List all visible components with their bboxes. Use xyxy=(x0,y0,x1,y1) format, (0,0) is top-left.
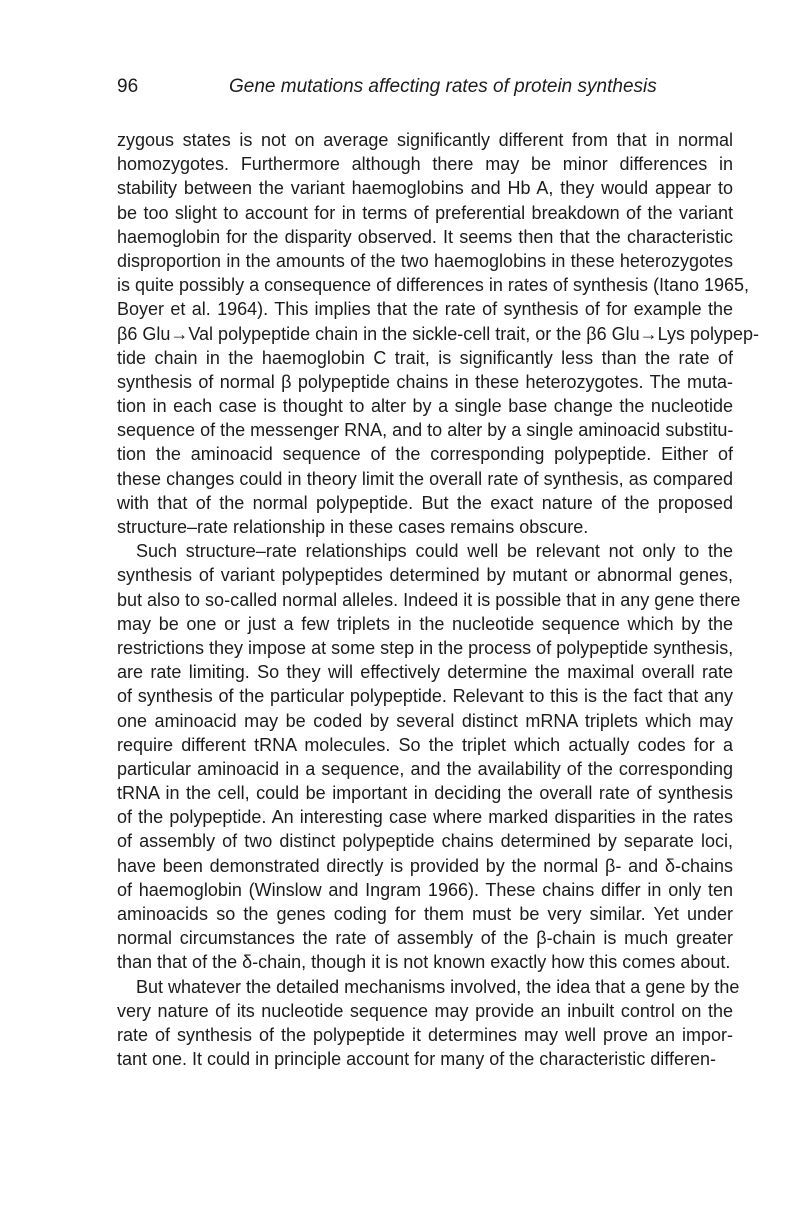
text-line: of synthesis of the particular polypeptide. Relevant to this is the fact that any xyxy=(117,686,733,707)
text-line: β6 Glu→Val polypeptide chain in the sickle-cell trait, or the β6 Glu→Lys polypep- xyxy=(117,323,760,344)
text-line: synthesis of variant polypeptides determined by mutant or abnormal genes, xyxy=(117,565,733,586)
page-number: 96 xyxy=(117,76,139,97)
text-line: haemoglobin for the disparity observed. It seems then that the characteristic xyxy=(117,226,733,247)
text-line: aminoacids so the genes coding for them must be very similar. Yet under xyxy=(117,904,733,924)
text-line: zygous states is not on average significantly different from that in normal xyxy=(117,130,733,150)
text-line: restrictions they impose at some step in the process of polypeptide synthesis, xyxy=(117,637,734,658)
text-line: require different tRNA molecules. So the triplet which actually codes for a xyxy=(117,734,733,755)
text-line: structure–rate relationship in these cases remains obscure. xyxy=(117,517,589,537)
text-line: homozygotes. Furthermore although there may be minor differences in xyxy=(117,154,733,175)
text-line: tide chain in the haemoglobin C trait, is significantly less than the rate of xyxy=(117,347,733,368)
text-line: very nature of its nucleotide sequence may provide an inbuilt control on the xyxy=(117,1000,733,1021)
text-line: rate of synthesis of the polypeptide it determines may well prove an impor- xyxy=(117,1024,733,1045)
text-line: are rate limiting. So they will effectively determine the maximal overall rate xyxy=(117,662,733,683)
text-line: normal circumstances the rate of assembly of the β-chain is much greater xyxy=(117,928,733,949)
text-line: But whatever the detailed mechanisms involved, the idea that a gene by the xyxy=(136,976,740,997)
text-line: disproportion in the amounts of the two haemoglobins in these heterozygotes xyxy=(117,250,733,271)
text-line: tion in each case is thought to alter by a single base change the nucleotide xyxy=(117,396,733,417)
text-line: of assembly of two distinct polypeptide chains determined by separate loci, xyxy=(117,831,733,852)
running-title: Gene mutations affecting rates of protein synthesis xyxy=(229,76,657,97)
text-line: but also to so-called normal alleles. Indeed it is possible that in any gene there xyxy=(117,589,741,610)
text-line: particular aminoacid in a sequence, and the availability of the corresponding xyxy=(117,758,733,779)
text-line: stability between the variant haemoglobins and Hb A, they would appear to xyxy=(117,178,733,199)
text-line: of haemoglobin (Winslow and Ingram 1966). These chains differ in only ten xyxy=(117,879,733,900)
text-line: is quite possibly a consequence of differences in rates of synthesis (Itano 1965, xyxy=(117,275,750,296)
text-line: of the polypeptide. An interesting case where marked disparities in the rates xyxy=(117,807,733,828)
text-line: Boyer et al. 1964). This implies that the rate of synthesis of for example the xyxy=(117,299,733,320)
text-line: with that of the normal polypeptide. But the exact nature of the proposed xyxy=(117,492,733,513)
paragraph-2 xyxy=(117,539,741,974)
paragraph-3 xyxy=(117,975,740,1072)
text-line: than that of the δ-chain, though it is not known exactly how this comes about. xyxy=(117,952,731,973)
text-line: tion the aminoacid sequence of the corresponding polypeptide. Either of xyxy=(117,444,733,465)
text-line: one aminoacid may be coded by several distinct mRNA triplets which may xyxy=(117,710,733,731)
text-line: synthesis of normal β polypeptide chains in these heterozygotes. The muta- xyxy=(117,371,733,392)
text-line: tRNA in the cell, could be important in deciding the overall rate of synthesis xyxy=(117,783,733,804)
text-line: Such structure–rate relationships could well be relevant not only to the xyxy=(136,541,733,562)
text-line: have been demonstrated directly is provided by the normal β- and δ-chains xyxy=(117,855,733,876)
text-line: these changes could in theory limit the overall rate of synthesis, as compared xyxy=(117,468,733,489)
text-line: be too slight to account for in terms of preferential breakdown of the variant xyxy=(117,202,733,223)
text-line: sequence of the messenger RNA, and to alter by a single aminoacid substitu- xyxy=(117,420,734,441)
text-line: may be one or just a few triplets in the nucleotide sequence which by the xyxy=(117,613,733,634)
paragraph-1 xyxy=(117,128,760,539)
book-page xyxy=(117,76,760,1071)
text-line: tant one. It could in principle account for many of the characteristic differen- xyxy=(117,1049,716,1070)
running-head xyxy=(117,76,733,116)
